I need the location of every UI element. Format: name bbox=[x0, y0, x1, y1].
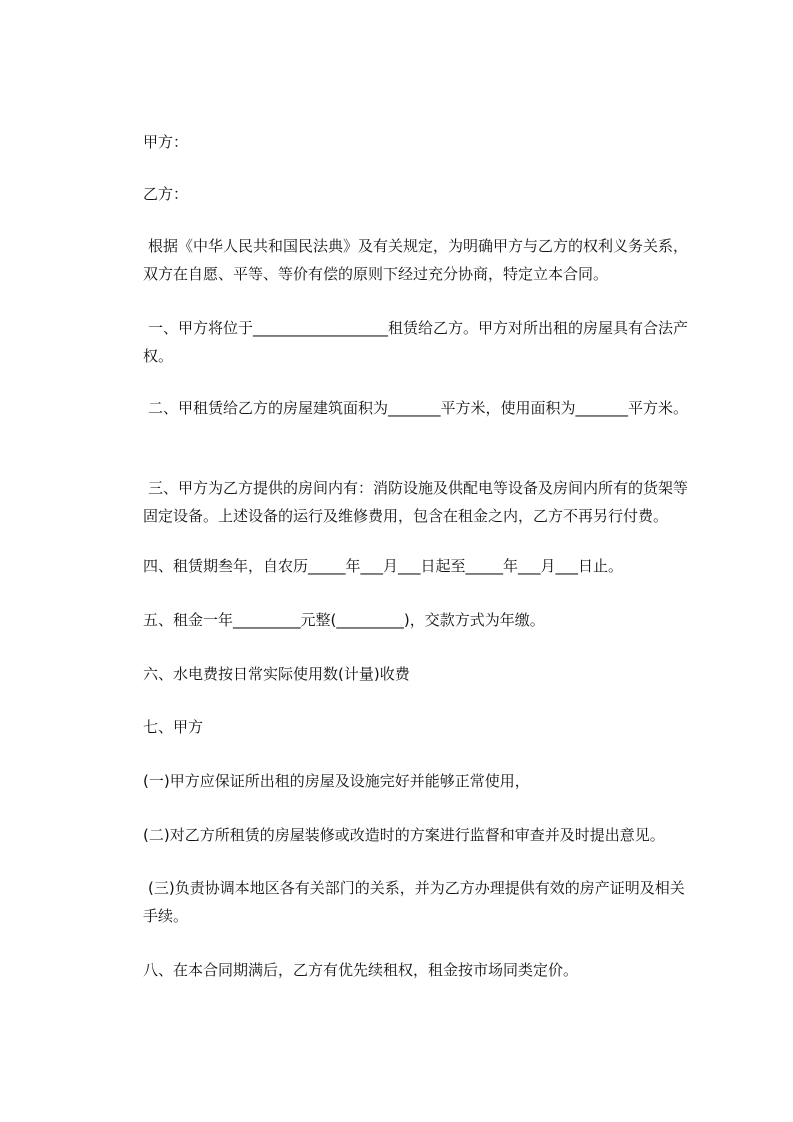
clause-7-item-2: (二)对乙方所租赁的房屋装修或改造时的方案进行监督和审查并及时提出意见。 bbox=[143, 826, 665, 844]
clause-7-item-3: (三)负责协调本地区各有关部门的关系，并为乙方办理提供有效的房产证明及相关手续。 bbox=[143, 879, 685, 925]
clause-6: 六、水电费按日常实际使用数(计量)收费 bbox=[143, 665, 410, 683]
clause-4: 四、租赁期叁年，自农历_____年___月___日起至_____年___月___日止。 bbox=[143, 557, 624, 575]
clause-3: 三、甲方为乙方提供的房间内有：消防设施及供配电等设备及房间内所有的货架等固定设备。上述设备的运行及维修费用，包含在租金之内，乙方不再另行付费。 bbox=[143, 479, 689, 525]
preamble-paragraph: 根据《中华人民共和国民法典》及有关规定，为明确甲方与乙方的权利义务关系，双方在自愿、平等、等价有偿的原则下经过充分协商，特定立本合同。 bbox=[143, 237, 689, 283]
clause-5: 五、租金一年_________元整(_________)，交款方式为年缴。 bbox=[143, 611, 545, 629]
clause-7-item-1: (一)甲方应保证所出租的房屋及设施完好并能够正常使用， bbox=[143, 772, 530, 790]
clause-8: 八、在本合同期满后，乙方有优先续租权，租金按市场同类定价。 bbox=[143, 961, 579, 979]
clause-2: 二、甲租赁给乙方的房屋建筑面积为_______平方米，使用面积为_______平方米。 bbox=[148, 399, 689, 417]
party-b-line: 乙方： bbox=[143, 185, 189, 203]
clause-7-heading: 七、甲方 bbox=[143, 718, 204, 736]
party-a-line: 甲方： bbox=[143, 133, 189, 151]
clause-1: 一、甲方将位于__________________租赁给乙方。甲方对所出租的房屋具有合法产权。 bbox=[143, 319, 689, 365]
